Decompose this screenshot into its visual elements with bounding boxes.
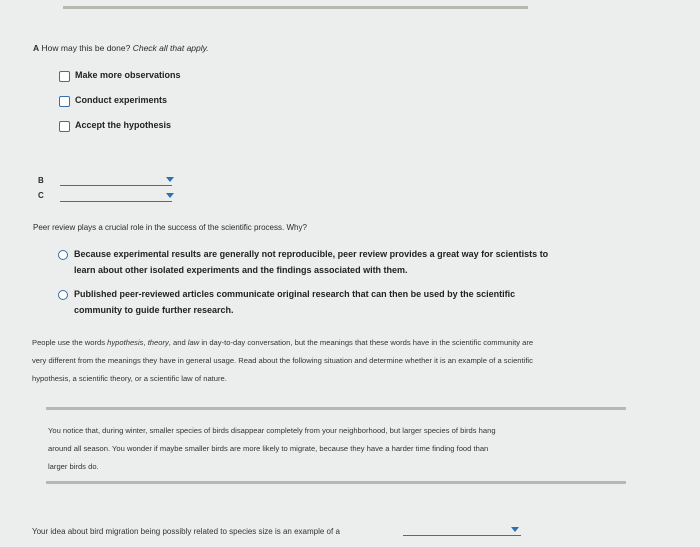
intro-line-2: very different from the meanings they have in general usage. Read about the following situation and determine whether it is an example of a scientific	[32, 356, 533, 365]
question-a	[33, 43, 209, 53]
scenario-top-divider	[46, 407, 626, 410]
peer-review-question: Peer review plays a crucial role in the success of the scientific process. Why?	[33, 223, 307, 232]
peer-review-option-2-line1: Published peer-reviewed articles communicate original research that can then be used by the scientific	[74, 289, 516, 299]
question-a-letter: A	[33, 43, 40, 53]
dropdown-b[interactable]	[60, 172, 180, 186]
chevron-down-icon[interactable]	[166, 177, 174, 182]
peer-review-option-1-line2: learn about other isolated experiments and the findings associated with them.	[74, 265, 408, 275]
word-law: law	[187, 338, 200, 347]
checkbox-make-observations[interactable]	[59, 71, 70, 82]
scenario-line-3: larger birds do.	[48, 462, 99, 471]
radio-option-published-articles[interactable]	[58, 290, 68, 300]
chevron-down-icon[interactable]	[511, 527, 519, 532]
peer-review-option-2	[74, 286, 674, 318]
word-hypothesis: hypothesis	[107, 338, 144, 347]
final-question-text: Your idea about bird migration being possibly related to species size is an example of a	[32, 527, 340, 536]
dropdown-c-letter: C	[38, 191, 44, 200]
dropdown-c[interactable]	[60, 188, 180, 202]
chevron-down-icon[interactable]	[166, 193, 174, 198]
option-conduct-experiments-label: Conduct experiments	[75, 95, 168, 105]
intro-line-3: hypothesis, a scientific theory, or a scientific law of nature.	[32, 374, 227, 383]
final-dropdown[interactable]	[403, 522, 523, 536]
dropdown-b-letter: B	[38, 176, 44, 185]
checkbox-accept-hypothesis[interactable]	[59, 121, 70, 132]
scenario-line-2: around all season. You wonder if maybe smaller birds are more likely to migrate, because they have a harder time finding food than	[48, 444, 489, 453]
question-a-instruction: Check all that apply.	[132, 43, 209, 53]
radio-option-not-reproducible[interactable]	[58, 250, 68, 260]
top-divider	[63, 6, 528, 9]
peer-review-option-2-line2: community to guide further research.	[74, 305, 234, 315]
peer-review-option-1	[74, 246, 674, 278]
scenario-line-1: You notice that, during winter, smaller species of birds disappear completely from your neighborhood, but larger species of birds hang	[48, 426, 496, 435]
checkbox-conduct-experiments[interactable]	[59, 96, 70, 107]
word-theory: theory	[147, 338, 169, 347]
peer-review-option-1-line1: Because experimental results are generally not reproducible, peer review provides a great way for scientists to	[74, 249, 549, 259]
scenario-text	[48, 422, 638, 476]
option-accept-hypothesis-label: Accept the hypothesis	[75, 120, 172, 130]
intro-paragraph	[32, 334, 692, 388]
question-a-text: How may this be done?	[41, 43, 131, 53]
scenario-bottom-divider	[46, 481, 626, 484]
option-make-observations-label: Make more observations	[75, 70, 181, 80]
intro-line-1: People use the words hypothesis, theory, and law in day-to-day conversation, but the meanings that these words have in the scientific community are	[32, 338, 534, 347]
